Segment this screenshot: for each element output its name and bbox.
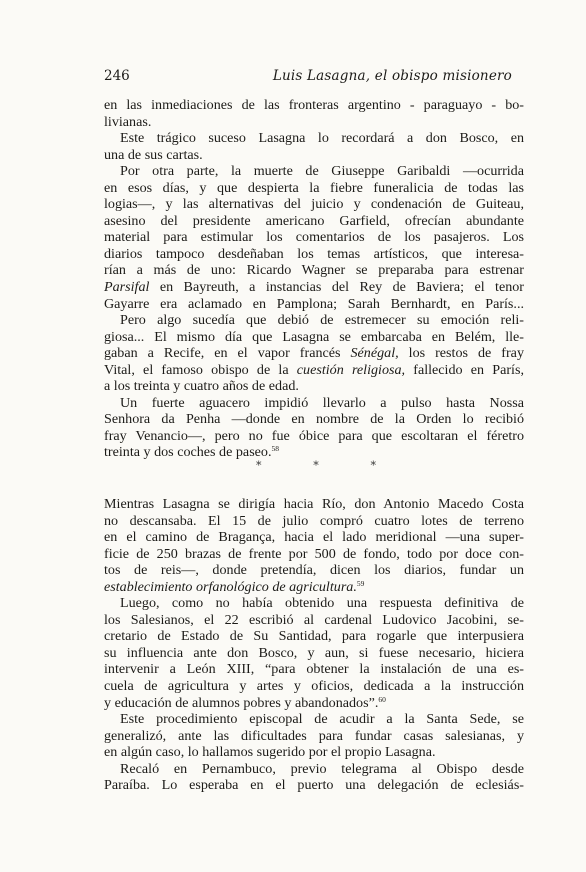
text-line: no descansaba. El 15 de julio compró cuatro lotes de terreno: [104, 512, 524, 529]
asterisk: *: [256, 459, 262, 472]
footnote-ref: 60: [378, 694, 386, 704]
italic-ship-name: Sénégal,: [350, 345, 399, 362]
text-line: ficie de 250 brazas de frente por 500 de fondo, todo por doce con-: [104, 545, 524, 562]
text-line: Mientras Lasagna se dirigía hacia Río, don Antonio Macedo Costa: [104, 496, 524, 512]
text-line: diarios tampoco desdeñaban los temas artísticos, que interesa-: [104, 245, 524, 262]
text-line: intervenir a León XIII, “para obtener la instalación de una es-: [104, 661, 524, 678]
text-line: gaban a Recife, en el vapor francés Sénégal, los restos de fray: [104, 345, 524, 362]
text-line: una de sus cartas.: [104, 146, 203, 163]
text-line: y educación de alumnos pobres y abandonados”.$^{60}$: [104, 694, 386, 711]
text-line: en las inmediaciones de las fronteras argentino - paraguayo - bo-: [104, 97, 524, 113]
section-separator: [256, 459, 376, 472]
text-line: en algún caso, lo hallamos sugerido por el propio Lasagna.: [104, 744, 436, 761]
text-line: Recaló en Pernambuco, previo telegrama al Obispo desde: [120, 760, 524, 777]
text-line: [104, 579, 524, 596]
italic-term: cuestión religiosa,: [296, 361, 406, 378]
text-line: Vital, el famoso obispo de la cuestión religiosa, fallecido en París,: [104, 361, 524, 378]
text-line: su influencia ante don Bosco, y aun, si fuese necesario, hiciera: [104, 644, 524, 661]
text-line: cretario de Estado de Su Santidad, para rogarle que interpusiera: [104, 628, 524, 645]
text-line: logias—, y las alternativas del juicio y condenación de Guiteau,: [104, 196, 524, 213]
text-line: material para estimular los comentarios de los pasajeros. Los: [104, 229, 524, 246]
text-line: los Salesianos, el 22 escribió al cardenal Ludovico Jacobini, se-: [104, 611, 524, 628]
text-line: Por otra parte, la muerte de Giuseppe Garibaldi —ocurrida: [120, 163, 524, 180]
footnote-ref: 59: [356, 578, 365, 588]
text-line: tos de reis—, donde pretendía, dicen los diarios, fundar un: [104, 562, 524, 579]
text-line: cuela de agricultura y artes y oficios, dedicada a la instrucción: [104, 678, 524, 695]
text-line: en el camino de Bragança, hacia el lado meridional —una super-: [104, 529, 524, 546]
text-line: fray Venancio—, pero no fue óbice para que escoltaran el féretro: [104, 427, 524, 444]
running-header: [104, 68, 512, 84]
text-line: asesino del presidente americano Garfield, ofrecían abundante: [104, 212, 524, 229]
text-line: Luego, como no había obtenido una respuesta definitiva de: [120, 595, 524, 612]
text-line: rían a más de uno: Ricardo Wagner se preparaba para estrenar: [104, 262, 524, 279]
text-line: Parsifal en Bayreuth, a instancias del Rey de Baviera; el tenor: [104, 279, 524, 296]
text-line: livianas.: [104, 113, 152, 130]
running-title: Luis Lasagna, el obispo misionero: [272, 68, 512, 84]
text-line: Este trágico suceso Lasagna lo recordará a don Bosco, en: [120, 130, 524, 147]
text-line: Gayarre era aclamado en Pamplona; Sarah Bernhardt, en París...: [104, 295, 524, 312]
text-line: Pero algo sucedía que debió de estremecer su emoción reli-: [120, 312, 524, 329]
text-line: treinta y dos coches de paseo.$^{58}$: [104, 444, 280, 461]
text-line: Un fuerte aguacero impidió llevarlo a pulso hasta Nossa: [120, 394, 524, 411]
section-1: [104, 97, 524, 461]
text-line: generalizó, ante las dificultades para fundar casas salesianas, y: [104, 727, 524, 744]
page-number: 246: [104, 68, 130, 84]
italic-title: Parsifal: [104, 279, 150, 296]
text-line: Paraíba. Lo esperaba en el puerto una delegación de eclesiás-: [104, 777, 524, 794]
asterisk: *: [313, 459, 319, 472]
text-line: Senhora da Penha —donde en nombre de la Orden lo recibió: [104, 411, 524, 428]
footnote-ref: 58: [271, 444, 280, 454]
text-line: en esos días, y que despierta la fiebre funeralicia de todas las: [104, 179, 524, 196]
text-line: giosa... El mismo día que Lasagna se embarcaba en Belém, lle-: [104, 328, 524, 345]
section-2: [104, 496, 524, 794]
text-line: Este procedimiento episcopal de acudir a la Santa Sede, se: [120, 711, 524, 728]
asterisk: *: [370, 459, 376, 472]
italic-quote: establecimiento orfanológico de agricultura.: [104, 578, 357, 595]
text-line: a los treinta y cuatro años de edad.: [104, 378, 299, 395]
